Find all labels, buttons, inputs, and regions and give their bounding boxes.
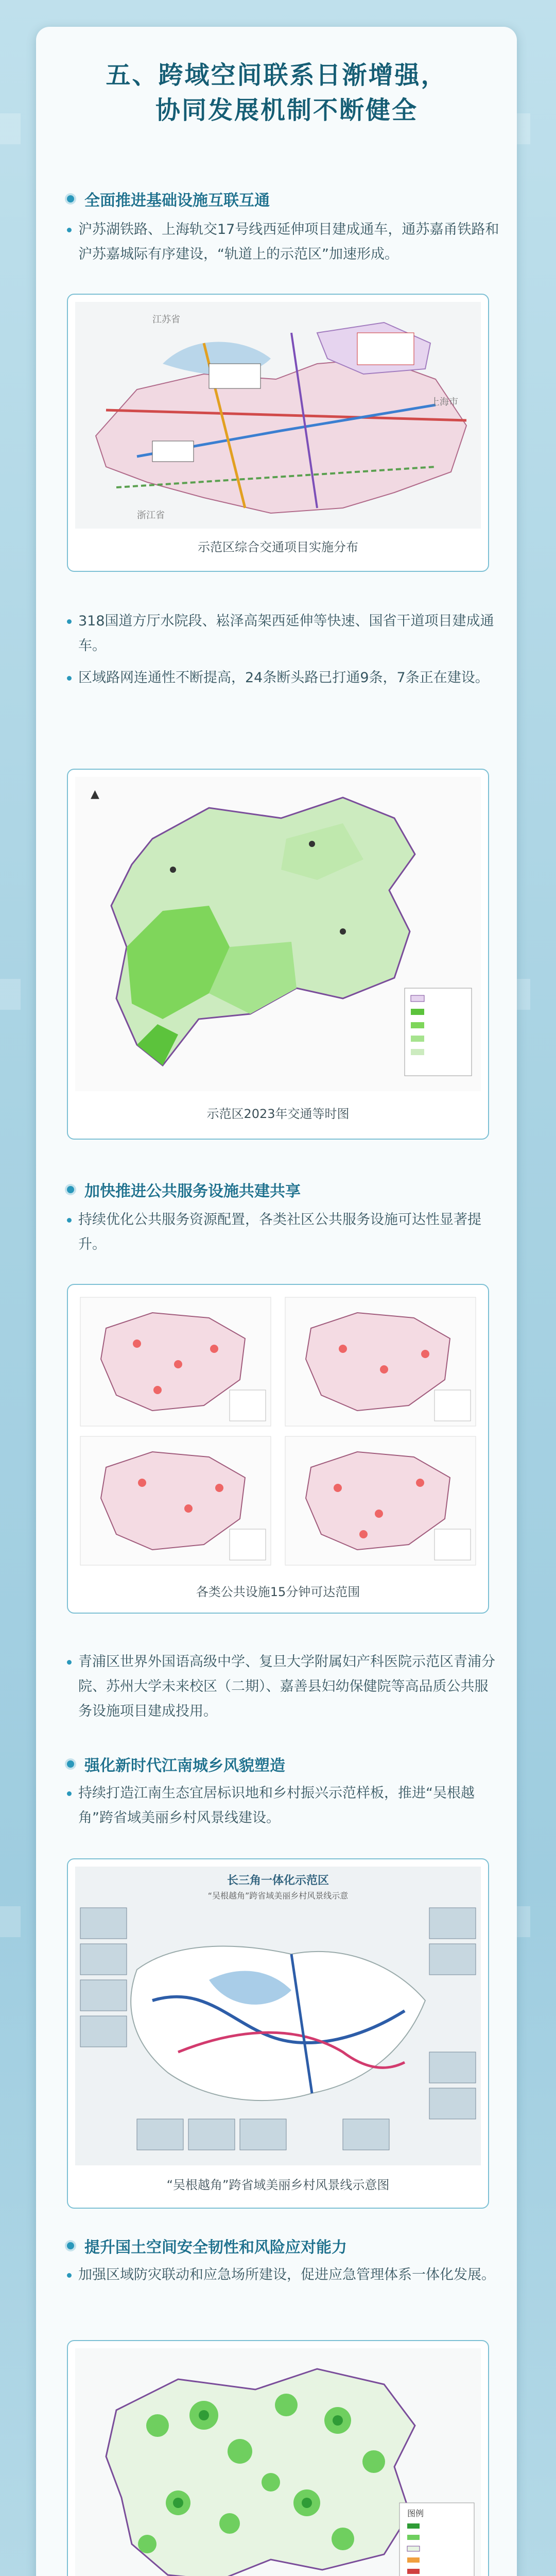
figure-caption: 示范区2023年交通等时图	[206, 1107, 350, 1121]
figure-caption: “吴根越角”跨省域美丽乡村风景线示意图	[166, 2178, 390, 2192]
legend-title: 图例	[407, 2509, 424, 2518]
facility-map-1	[80, 1297, 271, 1426]
facility-map-3	[80, 1436, 271, 1565]
bullet-dot-icon	[67, 1760, 74, 1768]
bullet-dot-icon	[67, 228, 72, 232]
figure-scenic-route	[67, 1858, 489, 2209]
bullet-item: 加强区域防灾联动和应急场所建设，促进应急管理体系一体化发展。	[67, 2263, 499, 2287]
content-card	[36, 27, 517, 2576]
figure-caption: 各类公共设施15分钟可达范围	[196, 1585, 360, 1599]
isochrone-map	[75, 777, 481, 1091]
section-heading-infrastructure: 全面推进基础设施互联互通	[67, 188, 270, 210]
section-heading-resilience: 提升国土空间安全韧性和风险应对能力	[67, 2234, 347, 2257]
bullet-dot-icon	[67, 1218, 72, 1223]
bullet-item: 持续打造江南生态宜居标识地和乡村振兴示范样板，推进“吴根越角”跨省域美丽乡村风景线建设。	[67, 1781, 499, 1831]
fire-rescue-map	[75, 2348, 481, 2576]
map-label-jiangsu: 江苏省	[152, 314, 180, 325]
bullet-dot-icon	[67, 1186, 74, 1193]
north-arrow-icon: ▲	[91, 788, 99, 801]
figure-public-facilities	[67, 1284, 489, 1614]
title-line-1: 五、跨域空间联系日渐增强，	[106, 61, 447, 90]
bullet-dot-icon	[67, 1791, 72, 1796]
bullet-item: 沪苏湖铁路、上海轨交17号线西延伸项目建成通车，通苏嘉甬铁路和沪苏嘉城际有序建设，“轨道上的示范区”加速形成。	[67, 217, 499, 267]
public-facilities-maps	[75, 1292, 481, 1570]
bullet-dot-icon	[67, 1660, 72, 1665]
bullet-item: 318国道方厅水院段、崧泽高架西延伸等快速、国省干道项目建成通车。	[67, 609, 499, 658]
map-label-shanghai: 上海市	[430, 397, 458, 408]
map-title: 长三角一体化示范区	[227, 1874, 329, 1887]
bullet-dot-icon	[67, 619, 72, 624]
figure-fire-rescue	[67, 2340, 489, 2576]
facility-map-2	[285, 1297, 476, 1426]
map-label-zhejiang: 浙江省	[137, 510, 165, 521]
section-heading-public-services: 加快推进公共服务设施共建共享	[67, 1178, 301, 1201]
title-line-2: 协同发展机制不断健全	[155, 96, 418, 125]
facility-map-4	[285, 1436, 476, 1565]
bullet-dot-icon	[67, 195, 74, 202]
section-heading-rural-landscape: 强化新时代江南城乡风貌塑造	[67, 1753, 285, 1775]
bullet-item: 持续优化公共服务资源配置，各类社区公共服务设施可达性显著提升。	[67, 1208, 499, 1257]
bullet-item: 区域路网连通性不断提高，24条断头路已打通9条，7条正在建设。	[67, 666, 499, 690]
figure-isochrone	[67, 769, 489, 1140]
bullet-dot-icon	[67, 2242, 74, 2249]
figure-caption: 示范区综合交通项目实施分布	[198, 540, 358, 554]
bullet-item: 青浦区世界外国语高级中学、复旦大学附属妇产科医院示范区青浦分院、苏州大学未来校区（二期）、嘉善县妇幼保健院等高品质公共服务设施项目建成投用。	[67, 1650, 499, 1724]
bullet-dot-icon	[67, 676, 72, 681]
transport-projects-map	[75, 302, 481, 529]
bullet-dot-icon	[67, 2273, 72, 2278]
map-subtitle: “吴根越角”跨省域美丽乡村风景线示意	[207, 1891, 349, 1901]
figure-transport-projects	[67, 294, 489, 572]
scenic-route-map	[75, 1867, 481, 2165]
page-title	[36, 58, 517, 128]
